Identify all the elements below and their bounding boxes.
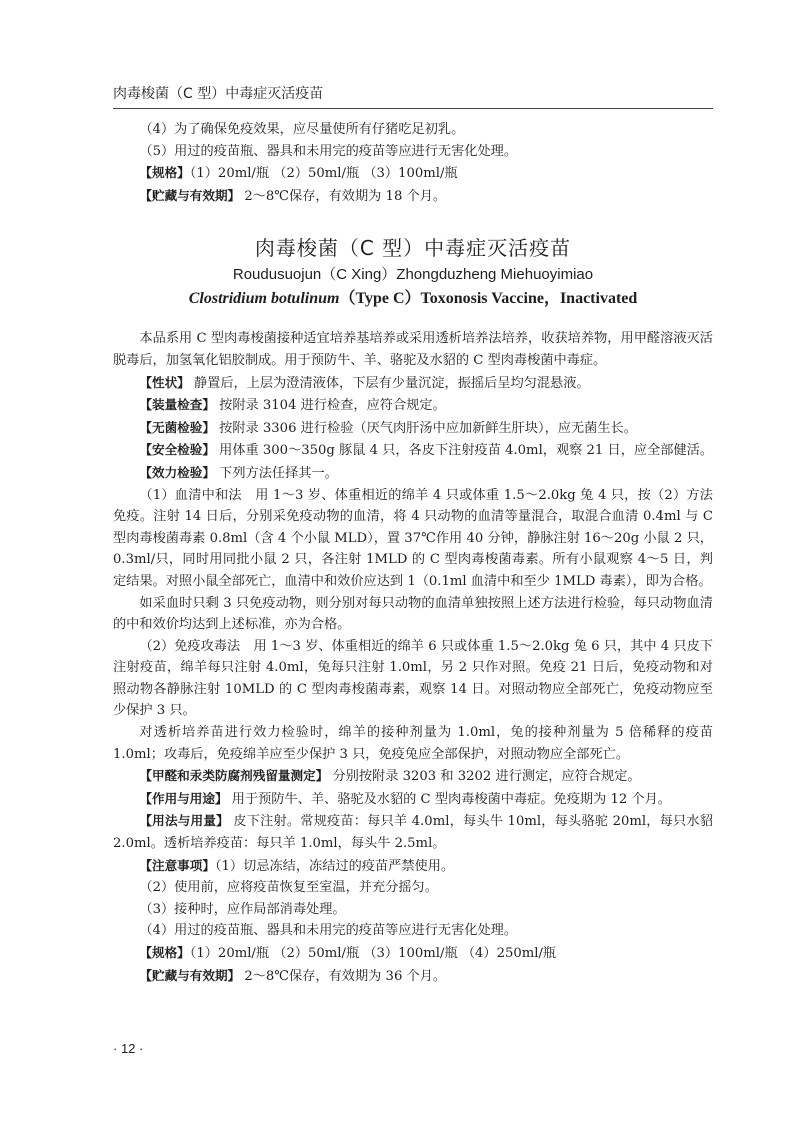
sterility-text: 按附录 3306 进行检验（厌气肉肝汤中应加新鲜生肝块），应无菌生长。 <box>214 420 637 436</box>
sterility-heading: 【无菌检验】 <box>139 419 215 435</box>
precaution-3: （3）接种时，应作局部消毒处理。 <box>139 901 346 917</box>
prev-spec <box>113 162 713 185</box>
page-content <box>113 119 713 987</box>
english-name-rest: （Type C）Toxonosis Vaccine，Inactivated <box>339 290 638 308</box>
safety-text: 用体重 300～350g 豚鼠 4 只，各皮下注射疫苗 4.0ml，观察 21 日，应全部健活。 <box>214 443 714 459</box>
usage-text: 用于预防牛、羊、骆驼及水貂的 C 型肉毒梭菌中毒症。免疫期为 12 个月。 <box>227 791 671 807</box>
method-2-note: 对透析培养苗进行效力检验时，绵羊的接种剂量为 1.0ml，兔的接种剂量为 5 倍稀释的疫苗 1.0ml；攻毒后，免疫绵羊应至少保护 3 只，免疫兔应全部保护，对照动物应全部死亡。 <box>113 725 713 762</box>
page-number: · 12 · <box>113 1041 144 1056</box>
potency-section <box>113 462 713 485</box>
prev-note-5: （5）用过的疫苗瓶、器具和未用完的疫苗等应进行无害化处理。 <box>139 143 518 159</box>
prev-storage-text: 2～8℃保存，有效期为 18 个月。 <box>240 188 447 204</box>
spec-section <box>113 942 713 965</box>
storage-text: 2～8℃保存，有效期为 36 个月。 <box>240 968 447 984</box>
fill-check-text: 按附录 3104 进行检查，应符合规定。 <box>214 398 446 414</box>
method-1-note: 如采血时只剩 3 只免疫动物，则分别对每只动物的血清单独按照上述方法进行检验，每只动物血清的中和效价均达到上述标准，亦为合格。 <box>113 595 713 633</box>
prev-spec-text: （1）20ml/瓶 （2）50ml/瓶 （3）100ml/瓶 <box>189 166 458 182</box>
potency-text: 下列方法任择其一。 <box>214 465 338 481</box>
fill-check-section <box>113 394 713 417</box>
precautions-text: （1）切忌冻结，冻结过的疫苗严禁使用。 <box>214 858 455 874</box>
spec-heading: 【规格】 <box>139 945 190 960</box>
prev-note-4: （4）为了确保免疫效果，应尽量使所有仔猪吃足初乳。 <box>139 122 465 137</box>
prev-spec-heading: 【规格】 <box>139 165 190 181</box>
precautions-heading: 【注意事项】 <box>139 857 215 873</box>
intro-paragraph: 本品系用 C 型肉毒梭菌接种适宜培养基培养或采用透析培养法培养，收获培养物，用甲醛溶液灭活脱毒后，加氢氧化铝胶制成。用于预防牛、羊、骆驼及水貂的 C 型肉毒梭菌中毒症。 <box>113 331 713 368</box>
method-2-paragraph: （2）免疫攻毒法 用 1～3 岁、体重相近的绵羊 6 只或体重 1.5～2.0kg 兔 6 只，其中 4 只皮下注射疫苗，绵羊每只注射 4.0ml，兔每只注射 1.0ml，另 2 只作对照。免疫 21 日后，免疫动物和对照动物各静脉注射 10MLD 的 C 型肉毒梭菌毒素，观察 14 日。对照动物应全部死亡，免疫动物应至少保护 3 只。 <box>113 638 713 719</box>
potency-heading: 【效力检验】 <box>139 464 215 480</box>
prev-storage-heading: 【贮藏与有效期】 <box>139 187 241 203</box>
residue-heading: 【甲醛和汞类防腐剂残留量测定】 <box>139 768 329 784</box>
vaccine-title-pinyin: Roudusuojun（C Xing）Zhongduzheng Miehuoyimiao <box>232 266 594 284</box>
header-divider <box>113 108 713 109</box>
usage-section <box>113 788 713 811</box>
traits-text: 静置后，上层为澄清液体，下层有少量沉淀，振摇后呈均匀混悬液。 <box>189 375 590 391</box>
residue-text: 分别按附录 3203 和 3202 进行测定，应符合规定。 <box>328 769 641 785</box>
sterility-section <box>113 417 713 440</box>
precautions-section <box>113 855 713 878</box>
fill-check-heading: 【装量检查】 <box>139 397 215 413</box>
prev-storage <box>113 185 713 208</box>
spec-text: （1）20ml/瓶 （2）50ml/瓶 （3）100ml/瓶 （4）250ml/瓶 <box>189 946 557 961</box>
residue-section <box>113 765 713 788</box>
precaution-4: （4）用过的疫苗瓶、器具和未用完的疫苗等应进行无害化处理。 <box>139 923 518 939</box>
usage-heading: 【作用与用途】 <box>139 790 228 806</box>
vaccine-title-english <box>113 288 713 310</box>
traits-section <box>113 372 713 395</box>
dosage-text: 皮下注射。常规疫苗：每只羊 4.0ml，每头牛 10ml，每头骆驼 20ml，每只水貂 2.0ml。透析培养疫苗：每只羊 1.0ml，每头牛 2.5ml。 <box>113 814 714 852</box>
safety-section <box>113 439 713 462</box>
running-header: 肉毒梭菌（C 型）中毒症灭活疫苗 <box>113 86 324 102</box>
storage-section <box>113 965 713 988</box>
latin-name: Clostridium botulinum <box>188 290 340 308</box>
traits-heading: 【性状】 <box>139 374 190 390</box>
method-1-paragraph: （1）血清中和法 用 1～3 岁、体重相近的绵羊 4 只或体重 1.5～2.0kg 兔 4 只，按（2）方法免疫。注射 14 日后，分别采免疫动物的血清，将 4 只动物的血清等量混合，取混合血清 0.4ml 与 C 型肉毒梭菌毒素 0.8ml（含 4 个小鼠 MLD），置 37℃作用 40 分钟，静脉注射 16～20g 小鼠 2 只，0.3ml/只，同时用同批小鼠 2 只，各注射 1MLD 的 C 型肉毒梭菌毒素。所有小鼠观察 4～5 日，判定结果。对照小鼠全部死亡，血清中和效价应达到 1（0.1ml 血清中和至少 1MLD 毒素），即为合格。 <box>113 487 713 589</box>
storage-heading: 【贮藏与有效期】 <box>139 967 241 983</box>
dosage-heading: 【用法与用量】 <box>139 813 229 829</box>
dosage-section <box>113 810 713 854</box>
precaution-2: （2）使用前，应将疫苗恢复至室温，并充分摇匀。 <box>139 880 438 896</box>
safety-heading: 【安全检验】 <box>139 442 215 458</box>
vaccine-title-chinese: 肉毒梭菌（C 型）中毒症灭活疫苗 <box>254 236 572 261</box>
